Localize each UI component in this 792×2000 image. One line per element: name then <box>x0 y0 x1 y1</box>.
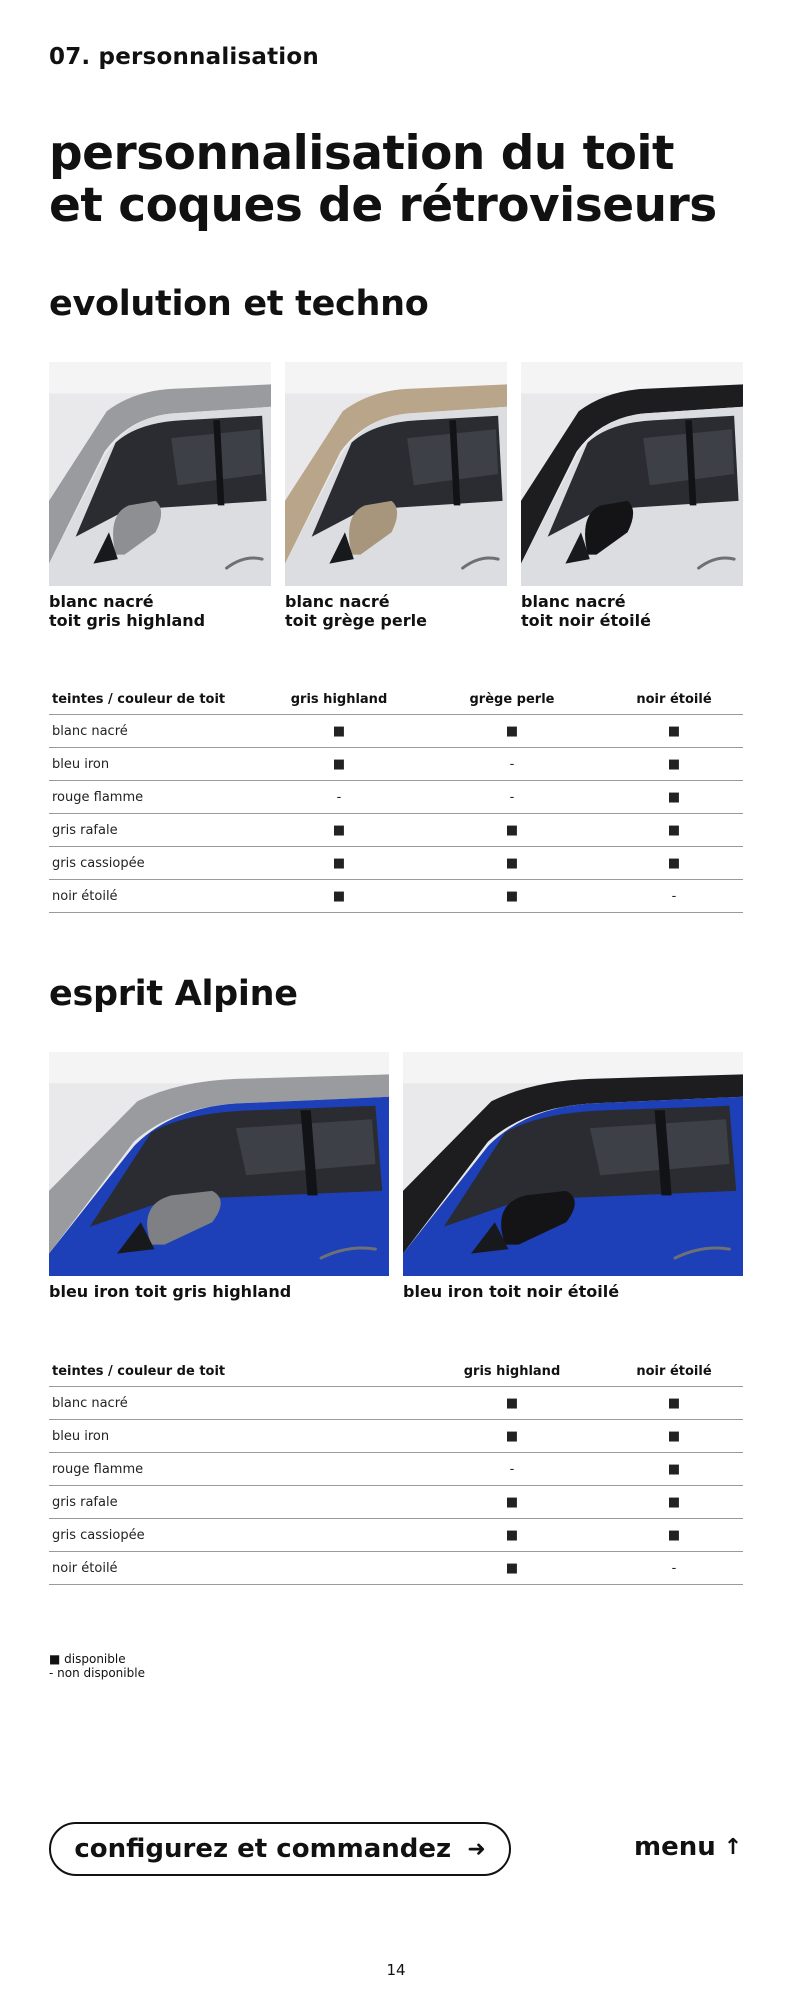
column-header: noir étoilé <box>605 684 743 715</box>
caption-line: blanc nacré <box>521 592 626 611</box>
availability-cell: ■ <box>419 847 605 880</box>
table-row <box>49 1552 743 1585</box>
car-photo <box>49 1052 389 1276</box>
menu-button[interactable] <box>634 1832 742 1862</box>
car-illustration <box>49 362 271 586</box>
table-row <box>49 715 743 748</box>
caption-line: blanc nacré <box>49 592 154 611</box>
color-name-cell: gris cassiopée <box>49 847 259 880</box>
availability-cell: ■ <box>605 748 743 781</box>
color-name-cell: rouge flamme <box>49 1453 419 1486</box>
column-header: noir étoilé <box>605 1356 743 1387</box>
column-header: teintes / couleur de toit <box>49 1356 419 1387</box>
page-title-line1: personnalisation du toit <box>49 126 675 181</box>
color-name-cell: bleu iron <box>49 748 259 781</box>
availability-cell: ■ <box>419 1486 605 1519</box>
photo-caption <box>521 592 651 630</box>
table-row <box>49 748 743 781</box>
cta-label: configurez et commandez <box>74 1834 452 1864</box>
availability-cell: ■ <box>419 1387 605 1420</box>
availability-cell: ■ <box>419 880 605 913</box>
availability-cell: - <box>419 1453 605 1486</box>
alpine-table <box>49 1356 743 1585</box>
availability-cell: ■ <box>259 847 419 880</box>
page-title <box>49 128 769 232</box>
photo-caption <box>403 1282 619 1301</box>
color-name-cell: gris rafale <box>49 814 259 847</box>
color-name-cell: gris cassiopée <box>49 1519 419 1552</box>
availability-cell: - <box>259 781 419 814</box>
availability-cell: ■ <box>605 847 743 880</box>
table-row <box>49 781 743 814</box>
availability-cell: - <box>605 880 743 913</box>
arrow-right-icon: ➜ <box>467 1836 486 1862</box>
column-header: gris highland <box>259 684 419 715</box>
car-illustration <box>285 362 507 586</box>
availability-cell: ■ <box>605 781 743 814</box>
availability-cell: ■ <box>419 1519 605 1552</box>
table-row <box>49 814 743 847</box>
caption-line: toit gris highland <box>49 611 206 630</box>
availability-cell: ■ <box>605 1519 743 1552</box>
caption-line: toit grège perle <box>285 611 427 630</box>
availability-cell: ■ <box>605 715 743 748</box>
availability-cell: ■ <box>605 814 743 847</box>
caption-line: toit noir étoilé <box>521 611 651 630</box>
availability-cell: ■ <box>259 880 419 913</box>
color-name-cell: noir étoilé <box>49 1552 419 1585</box>
photo-caption <box>285 592 427 630</box>
color-name-cell: gris rafale <box>49 1486 419 1519</box>
availability-cell: ■ <box>605 1387 743 1420</box>
availability-cell: ■ <box>419 715 605 748</box>
color-name-cell: blanc nacré <box>49 1387 419 1420</box>
menu-label: menu <box>634 1832 716 1862</box>
section-label: 07. personnalisation <box>49 44 319 70</box>
caption-line: bleu iron toit noir étoilé <box>403 1282 620 1301</box>
availability-cell: ■ <box>259 748 419 781</box>
availability-cell: - <box>419 781 605 814</box>
configure-order-button[interactable] <box>49 1822 511 1876</box>
photo-caption <box>49 1282 291 1301</box>
photo-caption <box>49 592 205 630</box>
availability-cell: ■ <box>605 1453 743 1486</box>
table-row <box>49 1387 743 1420</box>
availability-cell: ■ <box>259 715 419 748</box>
car-photo <box>521 362 743 586</box>
car-illustration <box>521 362 743 586</box>
car-photo <box>49 362 271 586</box>
table-row <box>49 1519 743 1552</box>
legend <box>49 1652 145 1680</box>
color-name-cell: blanc nacré <box>49 715 259 748</box>
table-row <box>49 1486 743 1519</box>
car-photo <box>285 362 507 586</box>
color-name-cell: rouge flamme <box>49 781 259 814</box>
table-row <box>49 880 743 913</box>
caption-line: blanc nacré <box>285 592 390 611</box>
table-header-row <box>49 1356 743 1387</box>
car-illustration <box>49 1052 389 1276</box>
column-header: grège perle <box>419 684 605 715</box>
alpine-heading: esprit Alpine <box>49 974 298 1014</box>
color-name-cell: bleu iron <box>49 1420 419 1453</box>
legend-unavailable: - non disponible <box>49 1666 145 1680</box>
availability-cell: ■ <box>259 814 419 847</box>
page-title-line2: et coques de rétroviseurs <box>49 178 717 233</box>
table-row <box>49 1420 743 1453</box>
availability-cell: - <box>419 748 605 781</box>
table-row <box>49 1453 743 1486</box>
availability-cell: - <box>605 1552 743 1585</box>
legend-available: ■ disponible <box>49 1652 126 1666</box>
color-name-cell: noir étoilé <box>49 880 259 913</box>
availability-cell: ■ <box>419 1552 605 1585</box>
column-header: teintes / couleur de toit <box>49 684 259 715</box>
car-photo <box>403 1052 743 1276</box>
evolution-heading: evolution et techno <box>49 284 429 324</box>
table-header-row <box>49 684 743 715</box>
column-header: gris highland <box>419 1356 605 1387</box>
car-illustration <box>403 1052 743 1276</box>
table-row <box>49 847 743 880</box>
page-number: 14 <box>386 1961 406 1979</box>
availability-cell: ■ <box>419 1420 605 1453</box>
evolution-table <box>49 684 743 913</box>
arrow-up-icon: ↑ <box>723 1834 743 1860</box>
availability-cell: ■ <box>605 1420 743 1453</box>
availability-cell: ■ <box>605 1486 743 1519</box>
caption-line: bleu iron toit gris highland <box>49 1282 292 1301</box>
availability-cell: ■ <box>419 814 605 847</box>
